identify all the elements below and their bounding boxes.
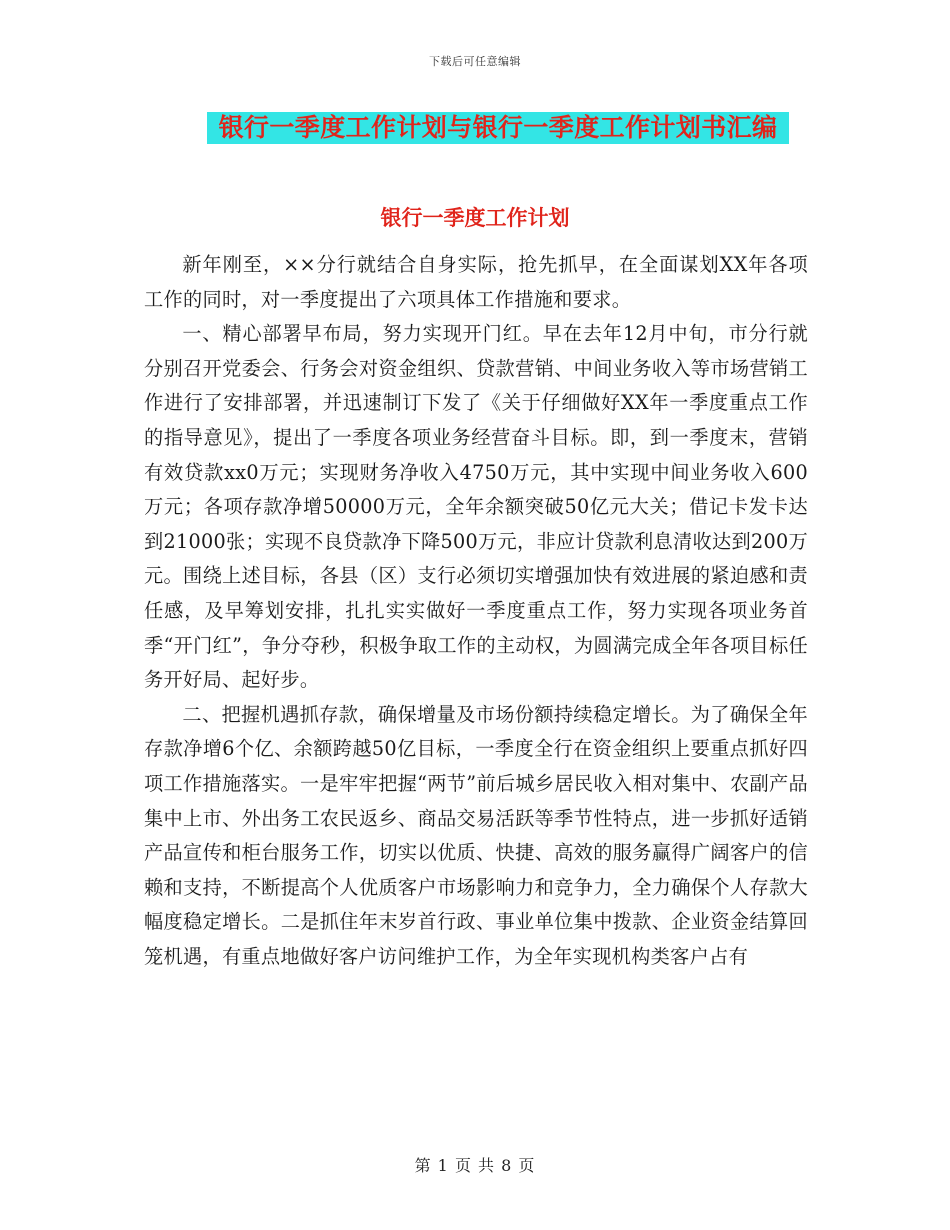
paragraph: 新年刚至，××分行就结合自身实际，抢先抓早，在全面谋划XX年各项工作的同时，对一季度提出了六项具体工作措施和要求。 [144, 253, 808, 311]
page-footer: 第 1 页 共 8 页 [414, 1156, 536, 1175]
paragraph: 一、精心部署早布局，努力实现开门红。早在去年12月中旬，市分行就分别召开党委会、行务会对资金组织、贷款营销、中间业务收入等市场营销工作进行了安排部署，并迅速制订下发了《关于仔细做好XX年一季度重点工作的指导意见》，提出了一季度各项业务经营奋斗目标。即，到一季度末，营销有效贷款xx0万元；实现财务净收入4750万元，其中实现中间业务收入600万元；各项存款净增50000万元，全年余额突破50亿元大关；借记卡发卡达到21000张；实现不良贷款净下降500万元，非应计贷款利息清收达到200万元。围绕上述目标，各县（区）支行必须切实增强加快有效进展的紧迫感和责任感，及早筹划安排，扎扎实实做好一季度重点工作，努力实现各项业务首季“开门红”，争分夺秒，积极争取工作的主动权，为圆满完成全年各项目标任务开好局、起好步。 [144, 322, 808, 692]
paragraph: 二、把握机遇抓存款，确保增量及市场份额持续稳定增长。为了确保全年存款净增6个亿、余额跨越50亿目标，一季度全行在资金组织上要重点抓好四项工作措施落实。一是牢牢把握“两节”前后城乡居民收入相对集中、农副产品集中上市、外出务工农民返乡、商品交易活跃等季节性特点，进一步抓好适销产品宣传和柜台服务工作，切实以优质、快捷、高效的服务赢得广阔客户的信赖和支持，不断提高个人优质客户市场影响力和竞争力，全力确保个人存款大幅度稳定增长。二是抓住年末岁首行政、事业单位集中拨款、企业资金结算回笼机遇，有重点地做好客户访问维护工作，为全年实现机构类客户占有 [144, 702, 808, 968]
header-note: 下载后可任意编辑 [429, 55, 521, 68]
document-title-highlight [207, 112, 789, 144]
document-body [144, 248, 808, 974]
section-title: 银行一季度工作计划 [380, 205, 570, 230]
document-title: 银行一季度工作计划与银行一季度工作计划书汇编 [218, 113, 778, 142]
